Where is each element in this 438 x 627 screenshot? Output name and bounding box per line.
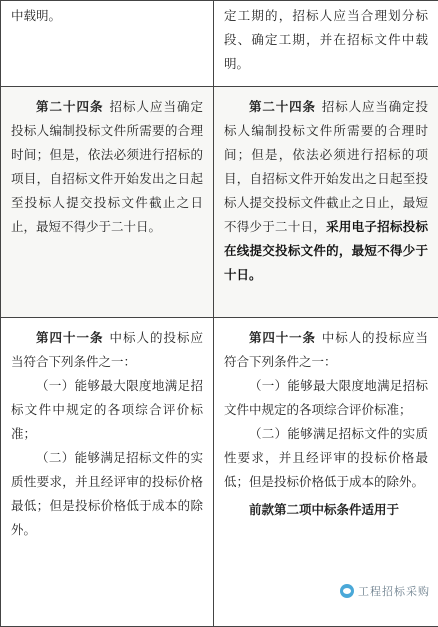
new-text-cell [214,318,438,627]
article-paragraph [11,95,203,239]
amendment-note: 前款第二项中标条件适用于 [224,498,428,522]
watermark [336,582,434,600]
wechat-icon [340,584,354,598]
cell-text: 中载明。 [11,4,203,28]
article-item: （二）能够满足招标文件的实质性要求，并且经评审的投标价格最低；但是投标价格低于成本的除外。 [224,422,428,494]
article-text: 中标人的投标应当符合下列条件之一： [11,330,203,369]
table-row [1,318,438,627]
article-number: 第二十四条 [249,99,316,114]
old-text-cell [1,87,214,318]
cell-text: 定工期的，招标人应当合理划分标段、确定工期，并在招标文件中载明。 [224,4,428,76]
article-number: 第二十四条 [36,99,104,114]
article-item: （二）能够满足招标文件的实质性要求，并且经评审的投标价格最低；但是投标价格低于成本的除外。 [11,446,203,542]
old-text-cell [1,1,214,87]
new-text-cell [214,87,438,318]
highlighted-amendment: 采用电子招标投标在线提交投标文件的，最短不得少于十日。 [224,219,428,282]
article-text: 招标人应当确定投标人编制投标文件所需要的合理时间；但是，依法必须进行招标的项目，自招标文件开始发出之日起至投标人提交投标文件截止之日止，最短不得少于二十日。 [11,99,203,234]
article-item: （一）能够最大限度地满足招标文件中规定的各项综合评价标准； [11,374,203,446]
article-paragraph [11,326,203,374]
article-paragraph [224,326,428,374]
article-text: 中标人的投标应当符合下列条件之一： [224,330,428,369]
new-text-cell [214,1,438,87]
article-item: （一）能够最大限度地满足招标文件中规定的各项综合评价标准； [224,374,428,422]
article-paragraph [224,95,428,287]
article-number: 第四十一条 [36,330,104,345]
old-text-cell [1,318,214,627]
article-number: 第四十一条 [249,330,316,345]
table-row [1,87,438,318]
article-text: 招标人应当确定投标人编制投标文件所需要的合理时间；但是，依法必须进行招标的项目，自招标文件开始发出之日起至投标人提交投标文件截止之日止，最短不得少于二十日， [224,99,428,234]
watermark-text: 工程招标采购 [358,583,430,599]
table-row [1,1,438,87]
